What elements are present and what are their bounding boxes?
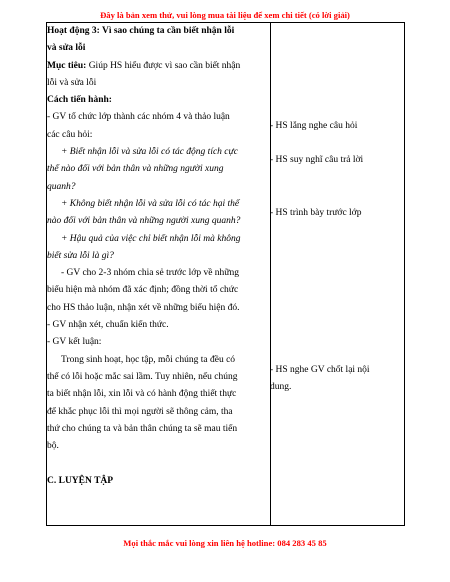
question-1: + Biết nhận lỗi và sửa lỗi có tác động tích cực bbox=[61, 147, 238, 158]
step-feedback: - GV nhận xét, chuẩn kiến thức. bbox=[47, 320, 169, 331]
step-group-discussion-cont: các câu hỏi: bbox=[47, 129, 93, 140]
question-3-cont: biết sửa lỗi là gì? bbox=[47, 250, 114, 261]
activity-title: Hoạt động 3: Vì sao chúng ta cần biết nhận lỗi bbox=[47, 26, 235, 36]
student-activity-cell bbox=[270, 23, 404, 526]
section-heading-practice: C. LUYỆN TẬP bbox=[47, 475, 114, 486]
goal-text-cont: lỗi và sửa lỗi bbox=[47, 77, 97, 88]
goal-label: Mục tiêu: bbox=[47, 60, 87, 71]
step-conclusion: - GV kết luận: bbox=[47, 337, 102, 348]
teacher-activity-cell bbox=[47, 23, 271, 526]
activity-title-cont: và sửa lỗi bbox=[47, 43, 86, 54]
question-1-cont: thế nào đối với bản thân và những người xung bbox=[47, 164, 224, 175]
method-label: Cách tiến hành: bbox=[47, 95, 112, 106]
conclusion-text-6: bộ. bbox=[47, 441, 59, 452]
question-3: + Hậu quả của việc chỉ biết nhận lỗi mà không bbox=[61, 233, 241, 244]
question-2-cont: nào đối với bản thân và những người xung quanh? bbox=[47, 216, 241, 227]
step-share-end: cho HS thảo luận, nhận xét về những biểu hiện đó. bbox=[47, 302, 240, 313]
goal-text: Giúp HS hiểu được vì sao cần biết nhận bbox=[86, 60, 241, 71]
conclusion-text-2: thể có lỗi hoặc mắc sai lầm. Tuy nhiên, nếu chúng bbox=[47, 371, 238, 382]
conclusion-text-4: để khắc phục lỗi thì mọi người sẽ thông cảm, tha bbox=[47, 406, 233, 417]
question-1-end: quanh? bbox=[47, 181, 76, 192]
lesson-table bbox=[46, 22, 405, 526]
goal-line bbox=[47, 58, 270, 75]
conclusion-text-3: ta biết nhận lỗi, xin lỗi và có hành động thiết thực bbox=[47, 389, 237, 400]
student-present: - HS trình bày trước lớp bbox=[270, 208, 362, 218]
step-share-cont: biểu hiện mà nhóm đã xác định; đồng thời tổ chức bbox=[47, 285, 239, 296]
student-listen: - HS lắng nghe câu hỏi bbox=[270, 121, 358, 131]
preview-banner: Đây là bản xem thử, vui lòng mua tài liệu để xem chi tiết (có lời giải) bbox=[100, 10, 350, 20]
hotline-banner: Mọi thắc mắc vui lòng xin liên hệ hotline: 084 283 45 85 bbox=[123, 538, 327, 548]
student-listen-conclusion-cont: dung. bbox=[270, 382, 292, 392]
spacer bbox=[47, 455, 270, 472]
student-listen-conclusion: - HS nghe GV chốt lại nội bbox=[270, 365, 370, 375]
conclusion-text-5: thứ cho chúng ta và bản thân chúng ta sẽ mau tiến bbox=[47, 423, 238, 434]
question-2: + Không biết nhận lỗi và sửa lỗi có tác hại thế bbox=[61, 198, 240, 209]
step-group-discussion: - GV tổ chức lớp thành các nhóm 4 và thảo luận bbox=[47, 112, 230, 123]
conclusion-text: Trong sinh hoạt, học tập, mỗi chúng ta đều có bbox=[61, 354, 236, 365]
step-share: - GV cho 2-3 nhóm chia sẻ trước lớp về những bbox=[61, 268, 239, 279]
student-think: - HS suy nghĩ câu trả lời bbox=[270, 155, 364, 165]
